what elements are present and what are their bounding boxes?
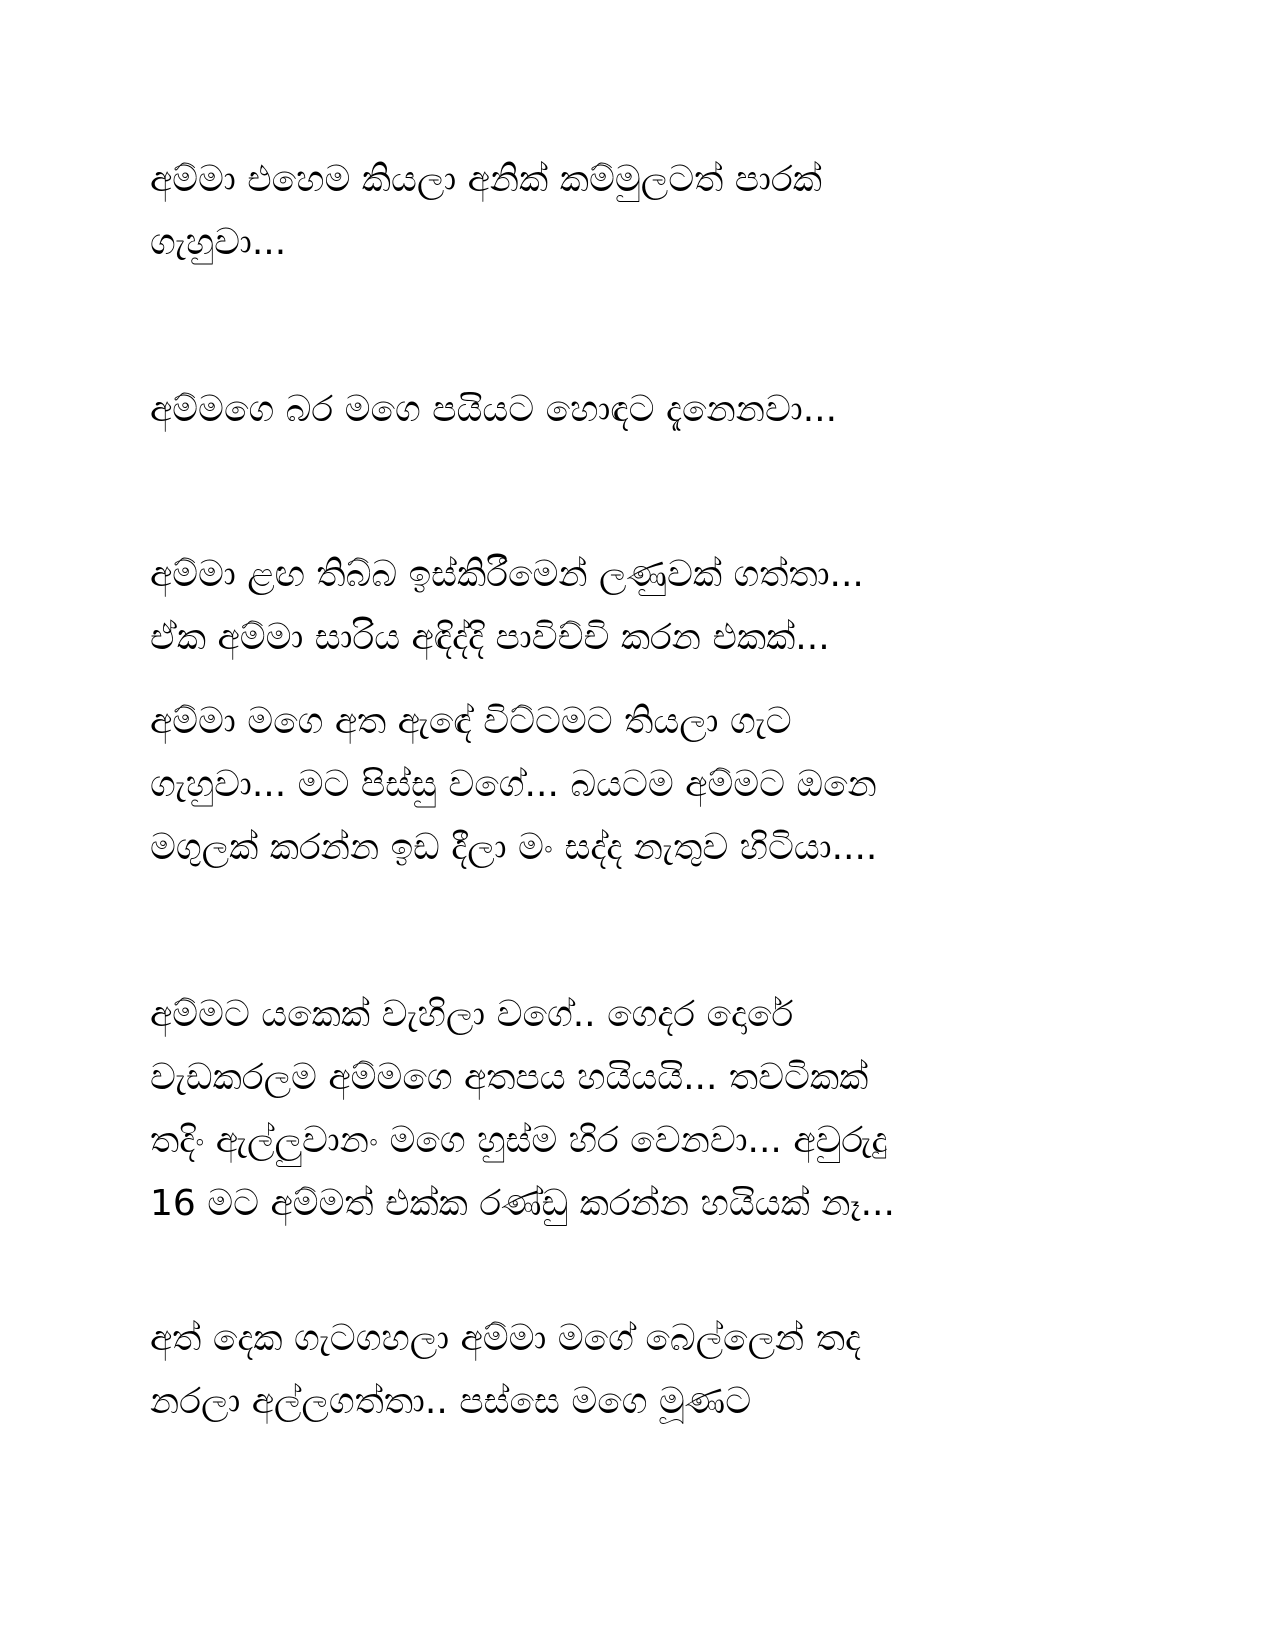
paragraph-3 xyxy=(150,543,1150,669)
paragraph-2 xyxy=(150,378,1150,441)
text-line: තදිං ඇල්ලුවානං මගෙ හුස්ම හිර වෙනවා... අවුරුදු xyxy=(150,1120,888,1161)
text-line: 16 මට අම්මත් එක්ක රණ්ඩු කරන්න හයියක් නෑ... xyxy=(150,1183,895,1224)
text-line: ගැහුවා... මට පිස්සු වගේ... බයටම අම්මට ඔනෙ xyxy=(150,764,877,805)
text-line: අම්මගෙ බර මගෙ පයියට හොඳට දැනෙනවා... xyxy=(150,389,838,430)
text-line: නරලා අල්ලගත්තා.. පස්සෙ මගෙ මූණට xyxy=(150,1381,752,1422)
text-line: වැඩකරලම අම්මගෙ අතපය හයියයි... තවටිකක් xyxy=(150,1057,869,1098)
paragraph-5 xyxy=(150,983,1150,1235)
text-line: ඒක අම්මා සාරිය අඳිද්දි පාවිච්චි කරන එකක්... xyxy=(150,617,830,658)
text-line: අම්මා ළඟ තිබ්බ ඉස්කිරීමෙන් ලණුවක් ගත්තා... xyxy=(150,554,864,595)
text-line: අම්මට යකෙක් වැහිලා වගේ.. ගෙදර දොරේ xyxy=(150,994,794,1035)
text-line: ගැහුවා... xyxy=(150,222,287,263)
text-line: මගුලක් කරන්න ඉඩ දීලා මං සද්ද නැතුව හිටියා.... xyxy=(150,827,878,868)
paragraph-6 xyxy=(150,1307,1150,1433)
text-line: අම්මා මගෙ අත ඇඳේ විට්ටමට තියලා ගැට xyxy=(150,701,792,742)
text-line: අත් දෙක ගැටගහලා අම්මා මගේ බෙල්ලෙන් තද xyxy=(150,1318,861,1359)
text-line: අම්මා එහෙම කියලා අනික් කම්මුලටත් පාරක් xyxy=(150,159,822,200)
paragraph-1 xyxy=(150,148,1150,274)
paragraph-4 xyxy=(150,690,1150,879)
